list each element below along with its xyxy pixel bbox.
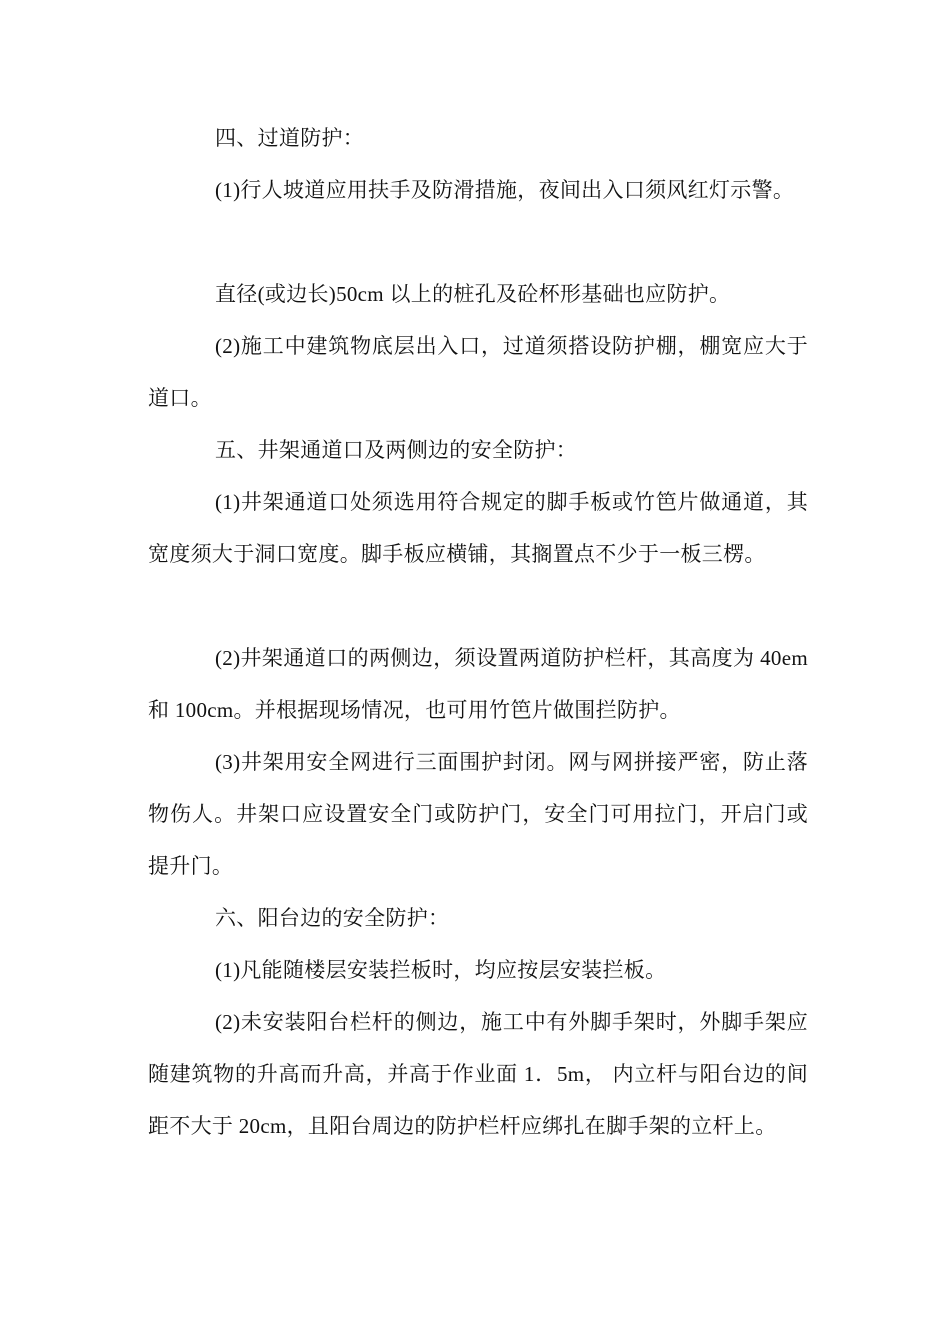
heading-balcony-edge: 六、阳台边的安全防护： bbox=[215, 906, 450, 930]
paragraph-derrick-1: (1)井架通道口处须选用符合规定的脚手板或竹笆片做通道，其宽度须大于洞口宽度。脚手板应横铺，其搁置点不少于一板三楞。 bbox=[148, 490, 808, 566]
paragraph-derrick-2: (2)井架通道口的两侧边，须设置两道防护栏杆，其高度为 40em 和 100cm。并根据现场情况，也可用竹笆片做围拦防护。 bbox=[148, 646, 808, 722]
paragraph-balcony-2: (2)未安装阳台栏杆的侧边，施工中有外脚手架时，外脚手架应随建筑物的升高而升高，并高于作业面 1．5m， 内立杆与阳台边的间距不大于 20cm，且阳台周边的防护栏杆应绑扎在脚手架的立杆上。 bbox=[148, 1010, 808, 1138]
heading-walkway-protection: 四、过道防护： bbox=[215, 126, 365, 150]
paragraph-balcony-1: (1)凡能随楼层安装拦板时，均应按层安装拦板。 bbox=[215, 958, 667, 982]
paragraph-derrick-3: (3)井架用安全网进行三面围护封闭。网与网拼接严密，防止落物伤人。井架口应设置安全门或防护门，安全门可用拉门，开启门或提升门。 bbox=[148, 750, 808, 878]
paragraph-pile-hole: 直径(或边长)50cm 以上的桩孔及砼杯形基础也应防护。 bbox=[215, 282, 731, 306]
paragraph-walkway-1: (1)行人坡道应用扶手及防滑措施，夜间出入口须风红灯示警。 bbox=[215, 178, 795, 202]
heading-derrick-passage: 五、井架通道口及两侧边的安全防护： bbox=[215, 438, 578, 462]
paragraph-walkway-2: (2)施工中建筑物底层出入口，过道须搭设防护棚，棚宽应大于道口。 bbox=[148, 334, 808, 410]
